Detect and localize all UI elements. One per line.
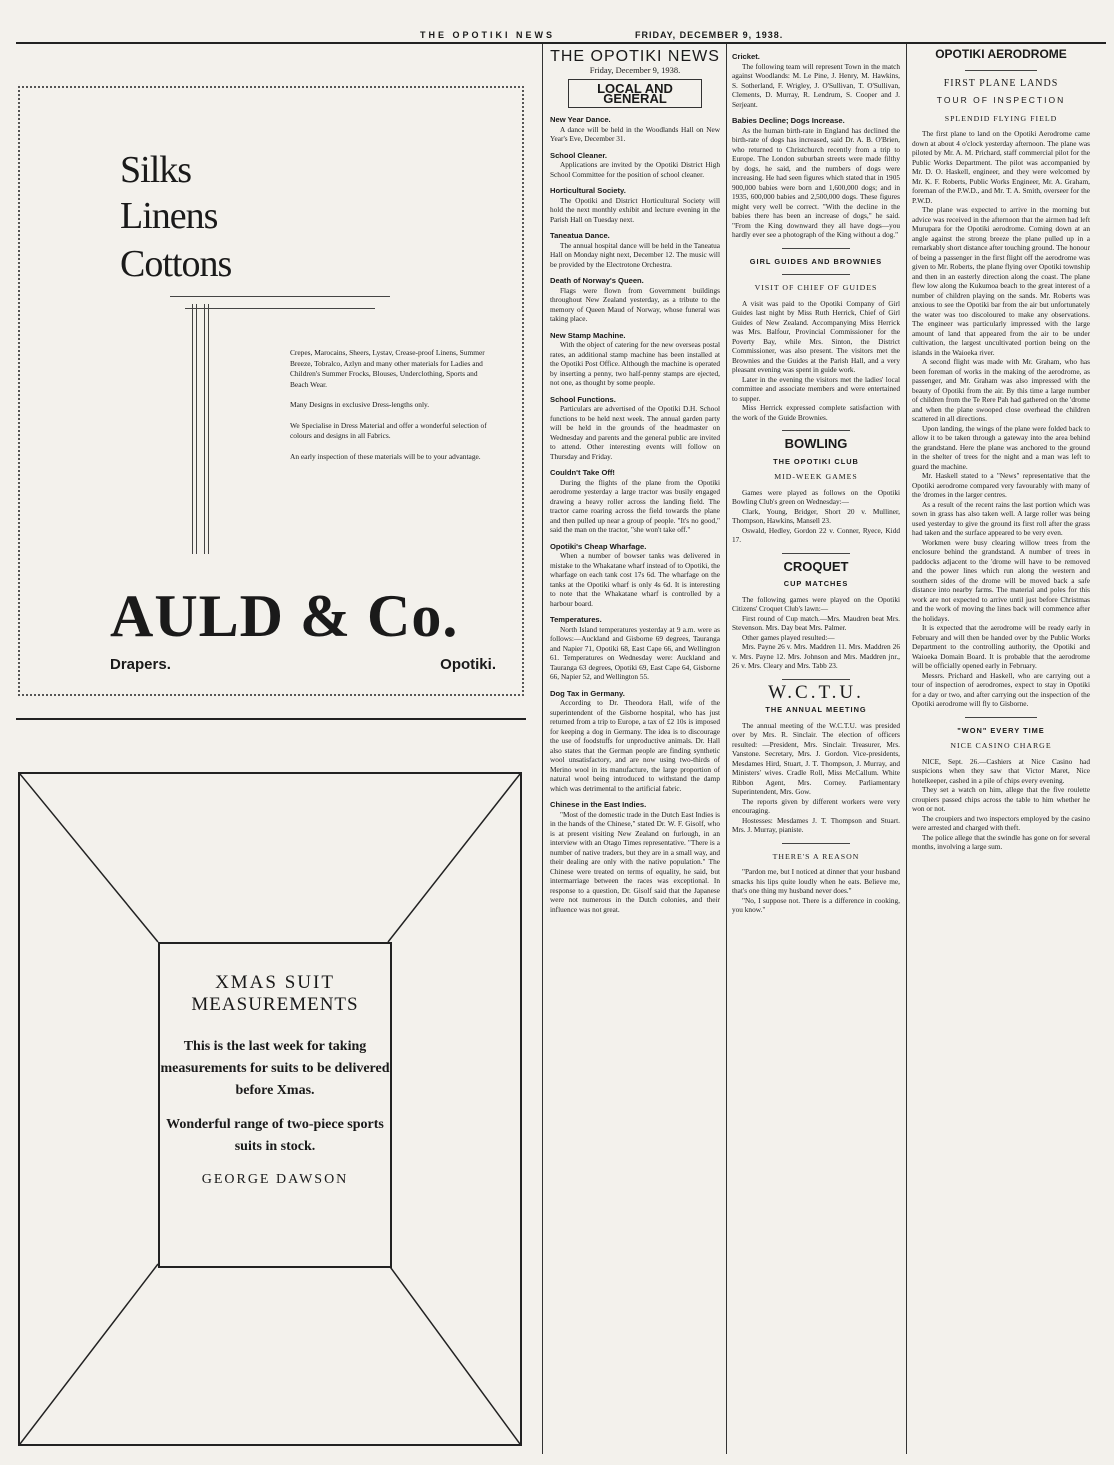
news-item-text: The Opotiki and District Horticultural Society will hold the next monthly exhibit and lecture evening in the Parish Hall on Tuesday next. xyxy=(550,195,720,224)
croquet-p2: First round of Cup match.—Mrs. Maudren beat Mrs. Stevenson. Mrs. Day beat Mrs. Palmer. xyxy=(732,613,900,632)
running-head-paper: THE OPOTIKI NEWS xyxy=(420,30,556,40)
news-item-text: North Island temperatures yesterday at 9 a.m. were as follows:—Auckland and Gisborne 69 degrees, Tauranga and Napier 71, Opotiki 68, East Cape 66, and Wellington 61. Temperatures on Wednesday were: Auckland and Tauranga 63 degrees, Opotiki 69, East Cape 64, Gisborne 66, Napier 52, and Wellington 55. xyxy=(550,624,720,681)
section-rule xyxy=(16,718,526,720)
separator xyxy=(965,717,1036,718)
croquet-p4: Mrs. Payne 26 v. Mrs. Maddren 11. Mrs. Maddren 26 v. Mrs. Payne 12. Mrs. Johnson and Mrs. Maddren jnr., 26 v. Mrs. Cleary and Mrs. Tabb 23. xyxy=(732,642,900,670)
news-item-text: During the flights of the plane from the Opotiki aerodrome yesterday a large tractor was busily engaged drawing a heavy roller across the landing field. The tractor came roaring across the field towards the plane and then pulled up near a group of people. "It's no good," said the man on the tractor, "she won't take off." xyxy=(550,477,720,534)
bowling-p2: Clark, Young, Bridger, Short 20 v. Mulliner, Thompson, Hawkins, Mansell 23. xyxy=(732,506,900,525)
ad-company-name: AULD & Co. xyxy=(110,583,459,649)
guides-p1: A visit was paid to the Opotiki Company of Girl Guides last night by Miss Ruth Herrick, Chief of Girl Guides of New Zealand. Accompanying Miss Herrick was Mrs. Balfour, Provincial Commissioner for the Poverty Bay, while Mrs. Sinton, the District Commissioner, was also present. The visitors met the Brownies and the Guides at the Parish Hall, and a very pleasant evening was spent in guide work. xyxy=(732,298,900,374)
news-item-title: Temperatures. xyxy=(550,615,602,624)
wctu-p3: Hostesses: Mesdames J. T. Thompson and Stuart. Mrs. J. Murray, pianiste. xyxy=(732,815,900,834)
won-p1: NICE, Sept. 26.—Cashiers at Nice Casino had suspicions when they saw that Victor Maret, Nice hotelkeeper, cashed in a pile of chips every evening. xyxy=(912,756,1090,785)
ad-vertical-line xyxy=(192,304,193,554)
cricket-text: The following team will represent Town in the match against Woodlands: M. Le Pine, J. Henry, M. Hawkins, S. Sotherland, F. Wrigley, J. O'Sullivan, T. O'Sullivan, Clements, D. Murray, R. Lendrum, S. Cooper and J. Serjeant. xyxy=(732,61,900,109)
aerodrome-sub-2: TOUR OF INSPECTION xyxy=(936,95,1066,105)
aerodrome-p5: Mr. Haskell stated to a "News" representative that the Opotiki aerodrome compared very favourably with many of the 'dromes in the larger centres. xyxy=(912,471,1090,499)
aerodrome-p4: Upon landing, the wings of the plane were folded back to allow it to be taken through a gateway into the area behind the grandstand. Here the plane was anchored to the ground in the shelter of trees for the night and a man was left to guard the machine. xyxy=(912,423,1090,471)
babies-title: Babies Decline; Dogs Increase. xyxy=(732,116,845,125)
guides-p3: Miss Herrick expressed complete satisfaction with the work of the Guide Brownies. xyxy=(732,403,900,422)
separator xyxy=(965,70,1036,71)
ad-desc-3: We Specialise in Dress Material and offer a wonderful selection of colours and designs in all Fabrics. xyxy=(290,420,487,440)
ad-title-2: MEASUREMENTS xyxy=(191,994,359,1015)
news-item-title: Horticultural Society. xyxy=(550,186,626,195)
news-item-text: According to Dr. Theodora Hall, wife of the superintendent of the Gisborne hospital, who has just returned from a trip to Europe, a tax of £2 10s is imposed for keeping a dog in Germany. The idea is to discourage the use of foodstuffs for unproductive animals. Dr. Hall also states that the German people are finding synthetic wool unsatisfactory, and are now using two-thirds of Merino wool in its manufacture, the large proportion of natural wool being introduced to withstand the damp which was detrimental to the artificial fabric. xyxy=(550,698,720,793)
aerodrome-p6: As a result of the recent rains the last portion which was sown in grass has also taken well. A large roller was being used yesterday to give the ground its first roll after the grass had taken and the surface appeared to be very even. xyxy=(912,499,1090,537)
news-item-text: A dance will be held in the Woodlands Hall on New Year's Eve, December 31. xyxy=(550,124,720,143)
ad-trade: Drapers. xyxy=(110,656,171,673)
auld-advertisement xyxy=(18,86,524,696)
ad-vertical-line xyxy=(196,304,197,554)
wctu-heading: W.C.T.U. xyxy=(768,681,864,703)
ad-vertical-line xyxy=(208,304,209,554)
column-rule xyxy=(726,44,727,1454)
news-item-text: When a number of bowser tanks was delivered in mistake to the Whakatane wharf instead of to Opotiki, the wharfage on each tank cost 17s 6d. The wharfage on the tanks at the Opotiki wharf is only 4s 6d. It is interesting to note that the Whakatane wharf is controlled by a harbour board. xyxy=(550,551,720,608)
running-head-date: FRIDAY, DECEMBER 9, 1938. xyxy=(635,30,784,40)
croquet-p3: Other games played resulted:— xyxy=(742,632,835,642)
bowling-subheading-2: MID-WEEK GAMES xyxy=(774,472,858,481)
ad-title-1: XMAS SUIT xyxy=(215,972,335,993)
won-subheading: NICE CASINO CHARGE xyxy=(950,741,1052,750)
croquet-subheading: CUP MATCHES xyxy=(783,579,849,588)
news-item-text: With the object of catering for the new overseas postal rates, an additional stamp machine has been installed at the Opotiki Post Office. Although the machine is operated by inserting a penny, two half-penny stamps are ejected, not one, as thought by some people. xyxy=(550,340,720,387)
won-p2: They set a watch on him, allege that the five roulette croupiers passed chips across the table to him whether he won or not. xyxy=(912,785,1090,813)
ad-linens: Linens xyxy=(120,195,218,237)
aerodrome-sub-1: FIRST PLANE LANDS xyxy=(943,77,1059,89)
ad-divider xyxy=(170,296,390,297)
ad-body-1: This is the last week for taking measurements for suits to be delivered before Xmas. xyxy=(160,1039,390,1098)
news-item-text: Flags were flown from Government buildings throughout New Zealand yesterday, as a tribute to the memory of Queen Maud of Norway, whose funeral was taking place. xyxy=(550,285,720,323)
wctu-p1: The annual meeting of the W.C.T.U. was presided over by Mrs. R. Sinclair. The election of officers resulted: —President, Mrs. Sinclair. Treasurer, Mrs. Vanstone. Secretary, Mrs. J. Gordon. Vice-presidents, Mesdames Hird, Stuart, J. T. Thompson, J. Murray, and Ministers' wives. Cradle Roll, Miss McCallum. White Ribbon Agent, Mrs. Corney. Parliamentary Superintendent, Mrs. Gow. xyxy=(732,720,900,796)
news-item-title: Opotiki's Cheap Wharfage. xyxy=(550,541,647,551)
dawson-advertisement xyxy=(18,772,522,1446)
aerodrome-p2: The plane was expected to arrive in the morning but advice was received in the afternoon that the airmen had left Murupara for the Opotiki aerodrome. Coming down at an angle against the strong breeze the plane pulled up in a remarkably short distance after touching ground. The honour of being a passenger in the first flight off the aerodrome was given to Mr. Roberts, the plane flying over Opotiki township and then in an easterly direction along the coast. The plane flew low along the Kukumoa beach to the great interest of a number of children playing on the sands. Mr. Roberts was anxious to see the Opotiki bar from the air but unfortunately the water was too discoloured to make any observations. The engineer was particularly impressed with the large amount of land that appeared from the air to be under cultivation, the largest uncultivated portion being on the islands in the Waioeka river. xyxy=(912,205,1090,357)
aerodrome-p7: Workmen were busy clearing willow trees from the enclosure behind the grandstand. A number of trees in paddocks adjacent to the 'drome will have to be removed and the power lines which run along the western and southern sides of the drome will be moved back a safe distance into nearby farms. The material and poles for this work are not expected to arrive until just before Christmas and the work of moving the lines back will commence after the holidays. xyxy=(912,537,1090,623)
middle-column xyxy=(732,52,900,915)
croquet-heading: CROQUET xyxy=(783,558,849,574)
won-p4: The police allege that the swindle has gone on for several months, involving a large sum. xyxy=(912,832,1090,851)
column-rule xyxy=(542,44,543,1454)
bowling-p3: Oswald, Hedley, Gordon 22 v. Conner, Ryece, Kidd 17. xyxy=(732,525,900,544)
cricket-title: Cricket. xyxy=(732,52,760,61)
ad-desc-1: Crepes, Marocains, Sheers, Lystav, Crease-proof Linens, Summer Breeze, Tobralco, Azlyn and many other materials for Ladies and Children's Summer Frocks, Blouses, Underclothing, Sports and Beach Wear. xyxy=(290,348,485,389)
separator xyxy=(782,248,849,249)
ad-vertical-line xyxy=(204,304,205,554)
aerodrome-p1: The first plane to land on the Opotiki Aerodrome came down at about 4 o'clock yesterday afternoon. The plane was piloted by Mr. A. M. Prichard, staff commercial pilot for the Public Works Department. The pilot was accompanied by Mr. D. O. Haskell, engineer, and they were welcomed by Mr. K. F. Roberts, Public Works Engineer, Mr. A. Graham, foreman of the P.W.D., and Mr. T. A. Smith, overseer for the P.W.D. xyxy=(912,129,1090,205)
news-item-title: Couldn't Take Off! xyxy=(550,468,615,477)
ad-center-box xyxy=(158,942,392,1268)
news-item-title: Death of Norway's Queen. xyxy=(550,276,644,285)
ad-body-2: Wonderful range of two-piece sports suits in stock. xyxy=(166,1117,384,1154)
news-item-title: New Year Dance. xyxy=(550,115,611,124)
section-heading: LOCAL AND GENERAL xyxy=(568,79,702,108)
bowling-p1: Games were played as follows on the Opotiki Bowling Club's green on Wednesday:— xyxy=(732,487,900,506)
issue-date: Friday, December 9, 1938. xyxy=(589,64,681,75)
croquet-p1: The following games were played on the Opotiki Citizens' Croquet Club's lawn:— xyxy=(732,594,900,613)
aerodrome-sub-3: SPLENDID FLYING FIELD xyxy=(944,113,1058,123)
guides-subheading: VISIT OF CHIEF OF GUIDES xyxy=(754,283,878,292)
aerodrome-heading: OPOTIKI AERODROME xyxy=(935,47,1067,61)
ad-cottons: Cottons xyxy=(120,243,232,285)
separator xyxy=(782,843,849,844)
local-general-column xyxy=(550,48,720,914)
reason-heading: THERE'S A REASON xyxy=(772,851,860,861)
babies-text: As the human birth-rate in England has declined the birth-rate of dogs has increased, said Dr. A. B. O'Brien, who returned to Christchurch recently from a trip to Europe. The London suburban streets were made filthy by dogs, he said, and the numbers of dogs were increasing. He had seen figures which stated that in 1905 900,000 babies were born and 1,600,000 dogs; and in 1935, 600,000 babies and 2,500,000 dogs. These figures might very well be correct. "With the decline in the babies there has been an increase of dogs," he said. "From the King downward they all have dogs—you hardly ever see a photograph of the King without a dog." xyxy=(732,125,900,239)
wctu-p2: The reports given by different workers were very encouraging. xyxy=(732,796,900,815)
news-item-title: School Cleaner. xyxy=(550,150,607,160)
bowling-heading: BOWLING xyxy=(784,436,848,451)
news-item-title: Chinese in the East Indies. xyxy=(550,800,647,809)
guides-p2: Later in the evening the visitors met the ladies' local committee and associate members and were entertained to supper. xyxy=(732,374,900,403)
ad-desc-4: An early inspection of these materials will be to your advantage. xyxy=(290,451,481,461)
news-item-title: Taneatua Dance. xyxy=(550,231,610,240)
won-heading: "WON" EVERY TIME xyxy=(957,725,1045,735)
news-item-text: Applications are invited by the Opotiki District High School Committee for the position of school cleaner. xyxy=(550,160,720,179)
reason-p2: "No, I suppose not. There is a difference in cooking, you know." xyxy=(732,895,900,914)
column-rule xyxy=(906,44,907,1454)
separator xyxy=(782,430,849,431)
aerodrome-p3: A second flight was made with Mr. Graham, who has been foreman of works in the making of the aerodrome, as passenger, and Mr. Graham was also impressed with the beauty of Opotiki from the air. By this time a large number of children from the Te Rere Pah had gathered on the 'drome and when the plane swooped close overhead the children scattered in all directions. xyxy=(912,357,1090,423)
news-item-text: "Most of the domestic trade in the Dutch East Indies is in the hands of the Chinese," stated Dr. W. F. Gisolf, who is at present visiting New Zealand on furlough, in an interview with an Otago Times representative. "There is a number of native traders, but they are in a small way, and their dealing are only with the native population." The Chinese were treated on terms of equality, he said, but intermarriage between the races was exceptional. In response to a question, Dr. Gisolf said that the Japanese were not numerous in the Dutch colonies, and their influence was not great. xyxy=(550,809,720,914)
ad-desc-2: Many Designs in exclusive Dress-lengths only. xyxy=(290,400,430,409)
ad-silks: Silks xyxy=(120,149,192,191)
won-p3: The croupiers and two inspectors employed by the casino were arrested and charged with theft. xyxy=(912,813,1090,832)
ad-description xyxy=(290,348,490,472)
news-item-text: The annual hospital dance will be held in the Taneatua Hall on Monday night next, December 12. The music will be provided by the Electrotone Orchestra. xyxy=(550,240,720,269)
top-rule xyxy=(16,42,1106,44)
aerodrome-p8: It is expected that the aerodrome will be ready early in February and will then be handed over by the Public Works Department to the controlling authority, the Opotiki and Waioeka Domain Board. It is probable that the aerodrome will be officially opened early in February. xyxy=(912,623,1090,670)
wctu-subheading: THE ANNUAL MEETING xyxy=(765,705,867,714)
running-head xyxy=(420,30,784,40)
news-item-title: School Functions. xyxy=(550,394,616,404)
news-item-text: Particulars are advertised of the Opotiki D.H. School functions to be held next week. The annual garden party will be held in the grounds of the headmaster on Wednesday and parents and the general public are invited to attend. Other interesting events will follow on Thursday and Friday. xyxy=(550,404,720,461)
ad-town: Opotiki. xyxy=(440,656,496,673)
aerodrome-column xyxy=(912,48,1090,852)
guides-heading: GIRL GUIDES AND BROWNIES xyxy=(749,256,883,266)
reason-p1: "Pardon me, but I noticed at dinner that your husband smacks his lips quite loudly when he eats. Believe me, that's one thing my husband never does." xyxy=(732,867,900,895)
bowling-subheading: THE OPOTIKI CLUB xyxy=(773,456,859,466)
news-item-title: Dog Tax in Germany. xyxy=(550,688,625,698)
masthead: THE OPOTIKI NEWS xyxy=(550,48,720,65)
ad-divider xyxy=(185,308,375,309)
ad-signature: GEORGE DAWSON xyxy=(201,1172,349,1187)
separator xyxy=(782,553,849,554)
news-item-title: New Stamp Machine. xyxy=(550,330,626,340)
separator xyxy=(782,679,849,680)
aerodrome-p9: Messrs. Prichard and Haskell, who are carrying out a tour of inspection of aerodromes, expect to stay in Opotiki for a day or two, and after carrying out the inspection of the Opotiki aerodrome will fly to Gisborne. xyxy=(912,670,1090,708)
separator xyxy=(782,274,849,275)
